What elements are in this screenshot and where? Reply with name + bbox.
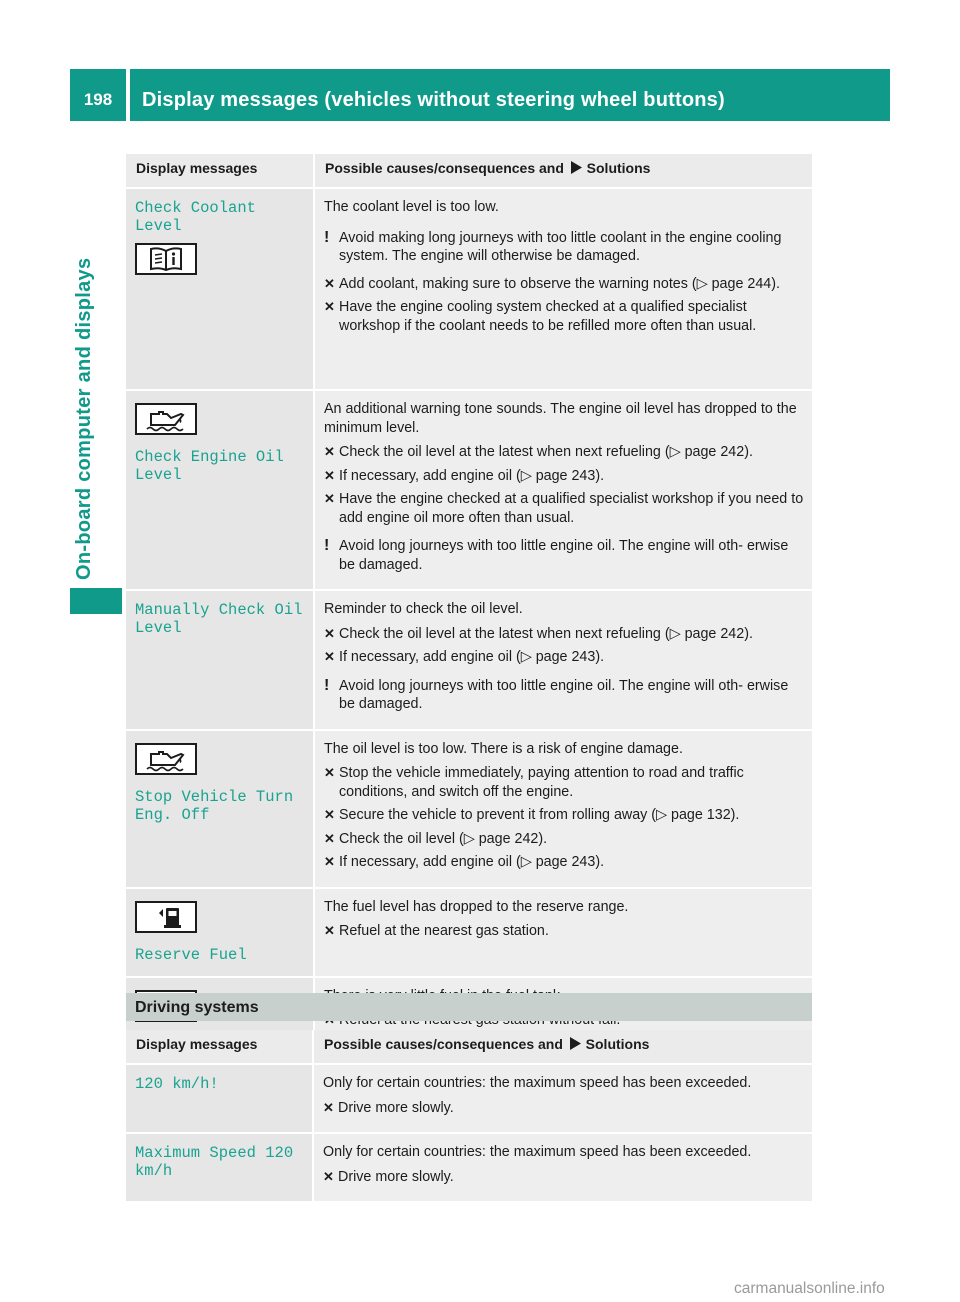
solution-text: Check the oil level at the latest when next refueling (▷ page 242). bbox=[339, 444, 753, 460]
step-marker-icon: ✕ bbox=[323, 1099, 334, 1115]
table-row bbox=[126, 730, 812, 888]
step-marker-icon: ✕ bbox=[324, 625, 335, 641]
step-marker-icon: ✕ bbox=[324, 649, 335, 664]
solution-text: Stop the vehicle immediately, paying attention to road and traffic conditions, and switch off the engine. bbox=[339, 765, 744, 800]
col-header-display: Display messages bbox=[126, 154, 314, 188]
solution-step bbox=[323, 1099, 804, 1118]
solution-text: If necessary, add engine oil (▷ page 243). bbox=[339, 467, 605, 484]
message-cell bbox=[126, 590, 314, 730]
warning-icon: ! bbox=[324, 537, 330, 554]
solution-step bbox=[324, 806, 804, 825]
cause-text: Reminder to check the oil level. bbox=[324, 601, 523, 617]
table-row bbox=[126, 1064, 812, 1133]
causes-cell bbox=[314, 730, 812, 888]
solution-step bbox=[324, 625, 804, 644]
step-marker-icon: ✕ bbox=[324, 854, 335, 869]
display-message: Check Engine Oil Level bbox=[135, 448, 284, 484]
display-message: Manually Check Oil Level bbox=[135, 601, 303, 637]
solution-text: Add coolant, making sure to observe the warning notes (▷ page 244). bbox=[339, 275, 780, 292]
warning-note bbox=[324, 229, 804, 266]
col-header-causes bbox=[313, 1030, 812, 1064]
display-message: Maximum Speed 120 km/h bbox=[135, 1144, 294, 1180]
cause-text: Only for certain countries: the maximum speed has been exceeded. bbox=[323, 1075, 752, 1091]
solution-step bbox=[324, 853, 804, 872]
table-row bbox=[126, 590, 812, 730]
causes-cell bbox=[314, 390, 812, 590]
solution-text: If necessary, add engine oil (▷ page 243). bbox=[339, 649, 605, 665]
cause-text: The oil level is too low. There is a risk of engine damage. bbox=[324, 740, 683, 757]
solution-step bbox=[324, 443, 804, 462]
table-row bbox=[126, 390, 812, 590]
col-header-solutions-text: Solutions bbox=[585, 1036, 650, 1052]
step-marker-icon: ✕ bbox=[324, 923, 335, 938]
solution-text: Have the engine checked at a qualified specialist workshop if you need to add engine oil more often than usual. bbox=[339, 491, 804, 526]
solution-text: Drive more slowly. bbox=[338, 1168, 454, 1185]
display-message: Stop Vehicle Turn Eng. Off bbox=[135, 787, 294, 824]
play-arrow-icon bbox=[570, 1037, 581, 1053]
cause-text: The coolant level is too low. bbox=[324, 199, 499, 215]
warning-text: Avoid long journeys with too little engine oil. The engine will oth- erwise be damaged. bbox=[339, 677, 789, 712]
cause-text: Only for certain countries: the maximum speed has been exceeded. bbox=[323, 1144, 752, 1160]
cause-text: The fuel level has dropped to the reserve range. bbox=[324, 898, 629, 915]
watermark: carmanualsonline.info bbox=[734, 1280, 885, 1297]
solution-step bbox=[324, 830, 804, 849]
col-header-solutions-text: Solutions bbox=[586, 160, 651, 176]
display-messages-table bbox=[126, 154, 812, 1049]
step-marker-icon: ✕ bbox=[324, 467, 335, 483]
causes-cell bbox=[314, 888, 812, 977]
warning-icon: ! bbox=[324, 228, 330, 246]
oil-can-icon bbox=[135, 743, 197, 775]
table-row bbox=[126, 188, 812, 390]
solution-step bbox=[324, 298, 804, 335]
warning-note bbox=[324, 537, 804, 574]
col-header-causes bbox=[314, 154, 812, 188]
message-cell bbox=[126, 390, 314, 590]
col-header-causes-text: Possible causes/consequences and bbox=[324, 1036, 563, 1052]
step-marker-icon: ✕ bbox=[324, 765, 335, 780]
warning-text: Avoid long journeys with too little engine oil. The engine will oth- erwise be damaged. bbox=[339, 538, 789, 573]
solution-text: Drive more slowly. bbox=[338, 1099, 454, 1116]
message-cell bbox=[126, 1064, 313, 1133]
message-cell bbox=[126, 888, 314, 977]
table-header-row bbox=[126, 154, 812, 188]
page-header bbox=[70, 69, 890, 121]
causes-cell bbox=[314, 590, 812, 730]
causes-cell bbox=[313, 1133, 812, 1202]
col-header-causes-text: Possible causes/consequences and bbox=[325, 160, 564, 176]
step-marker-icon: ✕ bbox=[324, 444, 335, 459]
side-tab-marker bbox=[70, 588, 122, 614]
cause-text: An additional warning tone sounds. The engine oil level has dropped to the minimum level. bbox=[324, 401, 797, 436]
side-tab-label: On-board computer and displays bbox=[73, 257, 95, 580]
warning-note bbox=[324, 677, 804, 714]
display-message: Reserve Fuel bbox=[135, 945, 247, 964]
page-number: 198 bbox=[70, 69, 126, 121]
play-arrow-icon bbox=[571, 161, 582, 177]
causes-cell bbox=[314, 188, 812, 390]
step-marker-icon: ✕ bbox=[324, 807, 335, 822]
solution-step bbox=[324, 490, 804, 527]
table-row bbox=[126, 888, 812, 977]
page-title: Display messages (vehicles without steering wheel buttons) bbox=[130, 69, 890, 121]
solution-step bbox=[324, 764, 804, 801]
step-marker-icon: ✕ bbox=[324, 830, 335, 846]
info-book-icon bbox=[135, 243, 197, 275]
solution-text: If necessary, add engine oil (▷ page 243). bbox=[339, 854, 605, 870]
driving-systems-table bbox=[126, 1030, 812, 1203]
message-cell bbox=[126, 1133, 313, 1202]
causes-cell bbox=[313, 1064, 812, 1133]
solution-step bbox=[324, 922, 804, 941]
display-message: 120 km/h! bbox=[135, 1075, 219, 1093]
solution-text: Have the engine cooling system checked at a qualified specialist workshop if the coolant needs to be refilled more often than usual. bbox=[339, 299, 757, 334]
section-title: Driving systems bbox=[135, 999, 259, 1016]
solution-text: Check the oil level at the latest when next refueling (▷ page 242). bbox=[339, 625, 753, 642]
table-row bbox=[126, 1133, 812, 1202]
fuel-pump-icon bbox=[135, 901, 197, 933]
solution-step bbox=[324, 467, 804, 486]
solution-step bbox=[324, 275, 804, 294]
table-header-row bbox=[126, 1030, 812, 1064]
step-marker-icon: ✕ bbox=[324, 299, 335, 314]
display-message: Check Coolant Level bbox=[135, 199, 256, 235]
warning-icon: ! bbox=[324, 676, 330, 694]
step-marker-icon: ✕ bbox=[323, 1168, 334, 1184]
step-marker-icon: ✕ bbox=[324, 275, 335, 291]
solution-step bbox=[324, 648, 804, 667]
step-marker-icon: ✕ bbox=[324, 491, 335, 506]
oil-can-icon bbox=[135, 403, 197, 435]
solution-text: Check the oil level (▷ page 242). bbox=[339, 830, 548, 847]
col-header-display: Display messages bbox=[126, 1030, 313, 1064]
solution-text: Secure the vehicle to prevent it from rolling away (▷ page 132). bbox=[339, 807, 740, 823]
message-cell bbox=[126, 188, 314, 390]
warning-text: Avoid making long journeys with too little coolant in the engine cooling system. The engine will otherwise be damaged. bbox=[339, 229, 782, 264]
message-cell bbox=[126, 730, 314, 888]
solution-text: Refuel at the nearest gas station. bbox=[339, 923, 549, 939]
solution-step bbox=[323, 1168, 804, 1187]
